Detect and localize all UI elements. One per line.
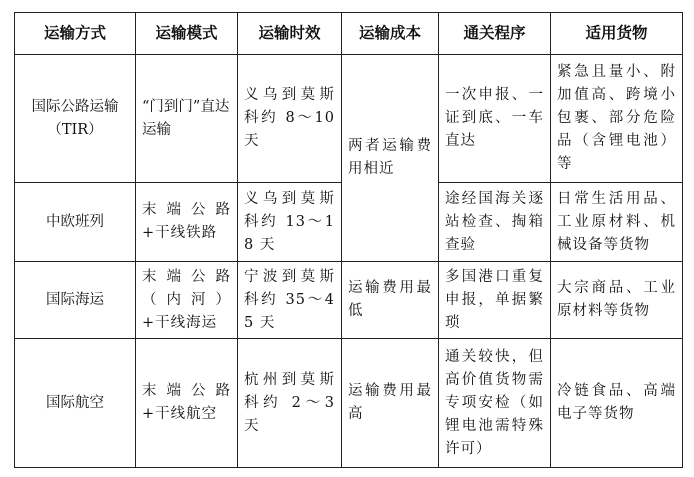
cell-mode: 末端公路+干线铁路 [136, 183, 238, 262]
cell-customs: 一次申报、一证到底、一车直达 [439, 55, 551, 183]
cell-goods: 大宗商品、工业原材料等货物 [551, 262, 683, 339]
header-goods: 适用货物 [551, 13, 683, 55]
header-mode: 运输模式 [136, 13, 238, 55]
cell-mode: 末端公路+干线航空 [136, 339, 238, 468]
cell-method: 中欧班列 [15, 183, 136, 262]
cell-cost-shared: 两者运输费用相近 [342, 55, 439, 262]
table-row [15, 55, 683, 183]
cell-goods: 日常生活用品、工业原材料、机械设备等货物 [551, 183, 683, 262]
cell-goods: 冷链食品、高端电子等货物 [551, 339, 683, 468]
cell-customs: 多国港口重复申报，单据繁琐 [439, 262, 551, 339]
table-row [15, 339, 683, 468]
cell-customs: 通关较快，但高价值货物需专项安检（如锂电池需特殊许可） [439, 339, 551, 468]
header-customs: 通关程序 [439, 13, 551, 55]
cell-cost: 运输费用最低 [342, 262, 439, 339]
cell-time: 义乌到莫斯科约 8～10 天 [238, 55, 342, 183]
cell-time: 杭州到莫斯科约 2～3 天 [238, 339, 342, 468]
table-row [15, 262, 683, 339]
header-method: 运输方式 [15, 13, 136, 55]
cell-time: 宁波到莫斯科约 35～45 天 [238, 262, 342, 339]
header-time: 运输时效 [238, 13, 342, 55]
cell-time: 义乌到莫斯科约 13～18 天 [238, 183, 342, 262]
cell-mode: 末端公路（内河）+干线海运 [136, 262, 238, 339]
header-cost: 运输成本 [342, 13, 439, 55]
cell-mode: “门到门”直达运输 [136, 55, 238, 183]
cell-goods: 紧急且量小、附加值高、跨境小包裹、部分危险品（含锂电池）等 [551, 55, 683, 183]
cell-method: 国际海运 [15, 262, 136, 339]
cell-cost: 运输费用最高 [342, 339, 439, 468]
cell-method: 国际航空 [15, 339, 136, 468]
cell-customs: 途经国海关逐站检查、掏箱查验 [439, 183, 551, 262]
transport-comparison-table [14, 12, 683, 468]
cell-method: 国际公路运输（TIR） [15, 55, 136, 183]
header-row [15, 13, 683, 55]
